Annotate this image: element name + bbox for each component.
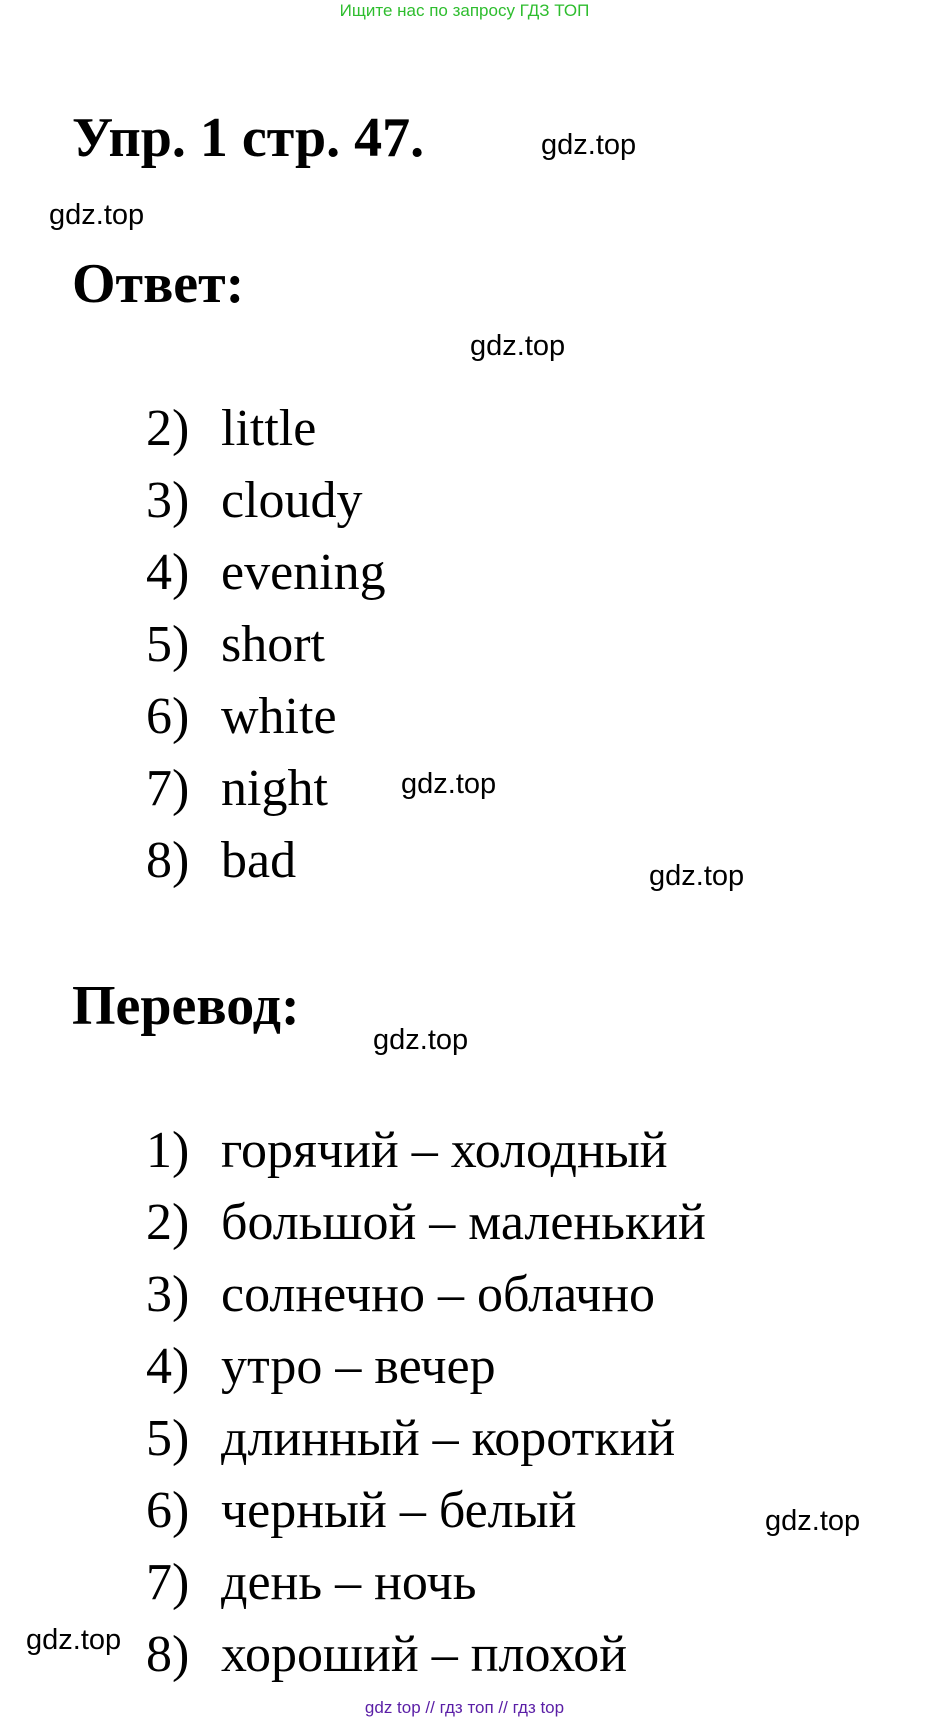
item-number: 1)	[146, 1122, 190, 1179]
item-number: 3)	[146, 472, 190, 529]
list-item	[146, 1259, 706, 1331]
item-text: night	[221, 760, 328, 817]
watermark: gdz.top	[649, 860, 745, 892]
top-banner: Ищите нас по запросу ГДЗ ТОП	[339, 1, 590, 20]
item-text: bad	[221, 832, 297, 889]
item-number: 6)	[146, 688, 190, 745]
list-item	[146, 537, 386, 609]
footer-links[interactable]: gdz top // гдз топ // гдз top	[364, 1698, 565, 1717]
watermark: gdz.top	[373, 1024, 469, 1056]
list-item	[146, 465, 386, 537]
item-text: short	[221, 616, 325, 673]
item-number: 7)	[146, 1554, 190, 1611]
list-item	[146, 753, 386, 825]
translation-list	[146, 1115, 706, 1691]
list-item	[146, 1619, 706, 1691]
item-text: white	[221, 688, 337, 745]
list-item	[146, 825, 386, 897]
item-text: солнечно – облачно	[221, 1266, 656, 1323]
watermark: gdz.top	[401, 768, 497, 800]
list-item	[146, 1115, 706, 1187]
item-text: little	[221, 400, 317, 457]
list-item	[146, 393, 386, 465]
watermark: gdz.top	[541, 129, 637, 161]
watermark: gdz.top	[26, 1624, 122, 1656]
item-text: утро – вечер	[221, 1338, 496, 1395]
item-number: 2)	[146, 1194, 190, 1251]
item-number: 5)	[146, 616, 190, 673]
exercise-title: Упр. 1 стр. 47.	[72, 107, 425, 169]
item-text: длинный – короткий	[221, 1410, 676, 1467]
item-number: 4)	[146, 1338, 190, 1395]
item-text: большой – маленький	[221, 1194, 706, 1251]
item-text: evening	[221, 544, 386, 601]
item-number: 6)	[146, 1482, 190, 1539]
item-text: день – ночь	[221, 1554, 477, 1611]
list-item	[146, 681, 386, 753]
translation-heading: Перевод:	[72, 975, 300, 1037]
item-text: cloudy	[221, 472, 363, 529]
item-number: 8)	[146, 1626, 190, 1683]
list-item	[146, 609, 386, 681]
item-number: 2)	[146, 400, 190, 457]
item-text: горячий – холодный	[221, 1122, 668, 1179]
item-text: хороший – плохой	[221, 1626, 628, 1683]
list-item	[146, 1331, 706, 1403]
item-number: 3)	[146, 1266, 190, 1323]
list-item	[146, 1403, 706, 1475]
list-item	[146, 1187, 706, 1259]
watermark: gdz.top	[765, 1505, 861, 1537]
watermark: gdz.top	[49, 199, 145, 231]
list-item	[146, 1475, 706, 1547]
item-number: 4)	[146, 544, 190, 601]
watermark: gdz.top	[470, 330, 566, 362]
item-number: 7)	[146, 760, 190, 817]
item-number: 5)	[146, 1410, 190, 1467]
answer-list	[146, 393, 386, 897]
item-number: 8)	[146, 832, 190, 889]
list-item	[146, 1547, 706, 1619]
item-text: черный – белый	[221, 1482, 577, 1539]
answer-heading: Ответ:	[72, 253, 245, 315]
